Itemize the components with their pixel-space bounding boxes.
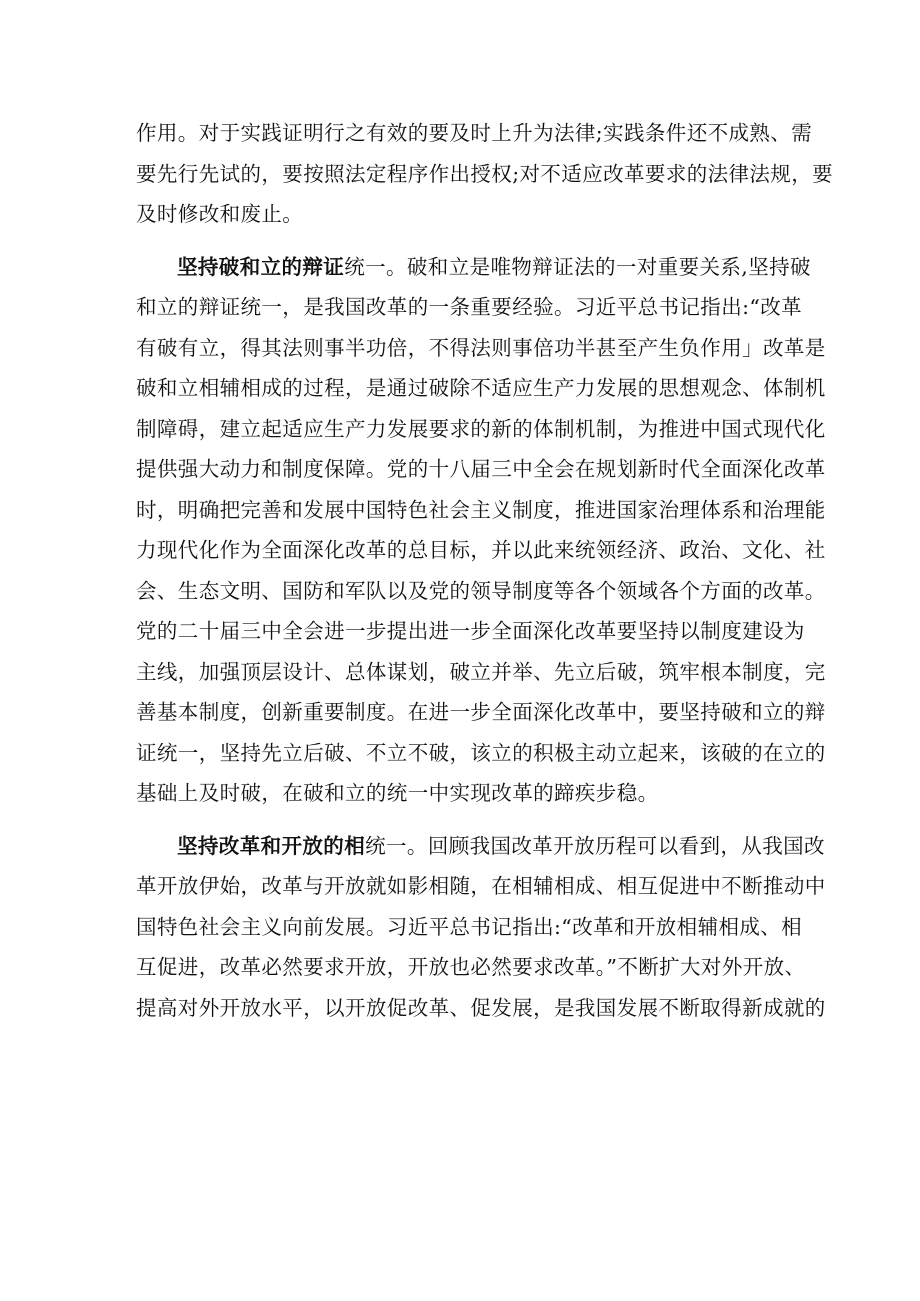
text-line: 会、生态文明、国防和军队以及党的领导制度等各个领域各个方面的改革。 [136,578,826,603]
paragraph-1 [136,113,834,235]
text-line: 及时修改和废止。 [136,202,304,226]
text-line: 制障碍，建立起适应生产力发展要求的新的体制机制，为推进中国式现代化 [136,416,826,441]
text-line-first [136,826,825,867]
text-line: 革开放伊始，改革与开放就如影相随，在相辅相成、相互促进中不断推动中 [136,874,826,898]
paragraph-heading: 坚持改革和开放的相 [177,833,366,858]
text-line: 要先行先试的，要按照法定程序作出授权;对不适应改革要求的法律法规，要 [136,161,834,186]
paragraph-heading-tail: 统一。 [344,254,407,279]
text-line: 善基本制度，创新重要制度。在进一步全面深化改革中，要坚持破和立的辩 [136,700,826,724]
text-line: 和立的辩证统一，是我国改革的一条重要经验。习近平总书记指出:“改革 [136,295,803,319]
text-line-first [136,247,811,288]
paragraph-2 [136,247,826,814]
text-line: 基础上及时破，在破和立的统一中实现改革的蹄疾步稳。 [136,781,659,805]
text-line: 互促进，改革必然要求开放，开放也必然要求改革。”不断扩大对外开放、 [136,955,806,979]
paragraph-spacer [136,235,788,247]
text-line: 时，明确把完善和发展中国特色社会主义制度，推进国家治理体系和治理能 [136,497,826,522]
text-line: 提高对外开放水平，以开放促改革、促发展，是我国发展不断取得新成就的 [136,995,826,1020]
text-line: 提供强大动力和制度保障。党的十八届三中全会在规划新时代全面深化改革 [136,457,826,481]
text-line: 力现代化作为全面深化改革的总目标，并以此来统领经济、政治、文化、社 [136,538,826,562]
paragraph-first-line-rest: 破和立是唯物辩证法的一对重要关系,坚持破 [406,254,811,279]
text-line: 主线，加强顶层设计、总体谋划，破立并举、先立后破，筑牢根本制度，完 [136,659,826,684]
paragraph-heading-tail: 统一。 [365,833,428,858]
text-line: 有破有立，得其法则事半功倍，不得法则事倍功半甚至产生负作用」改革是 [136,335,826,360]
text-line: 作用。对于实践证明行之有效的要及时上升为法律;实践条件还不成熟、需 [136,121,813,145]
text-line: 证统一，坚持先立后破、不立不破，该立的积极主动立起来，该破的在立的 [136,740,826,765]
document-body [136,113,834,1028]
paragraph-spacer [136,814,788,826]
text-line: 党的二十届三中全会进一步提出进一步全面深化改革要坚持以制度建设为 [136,619,805,643]
paragraph-heading: 坚持破和立的辩证 [177,254,345,279]
paragraph-3 [136,826,826,1029]
text-line: 破和立相辅相成的过程，是通过破除不适应生产力发展的思想观念、体制机 [136,376,826,400]
paragraph-first-line-rest: 回顾我国改革开放历程可以看到，从我国改 [427,833,825,858]
text-line: 国特色社会主义向前发展。习近平总书记指出:“改革和开放相辅相成、相 [136,914,803,939]
